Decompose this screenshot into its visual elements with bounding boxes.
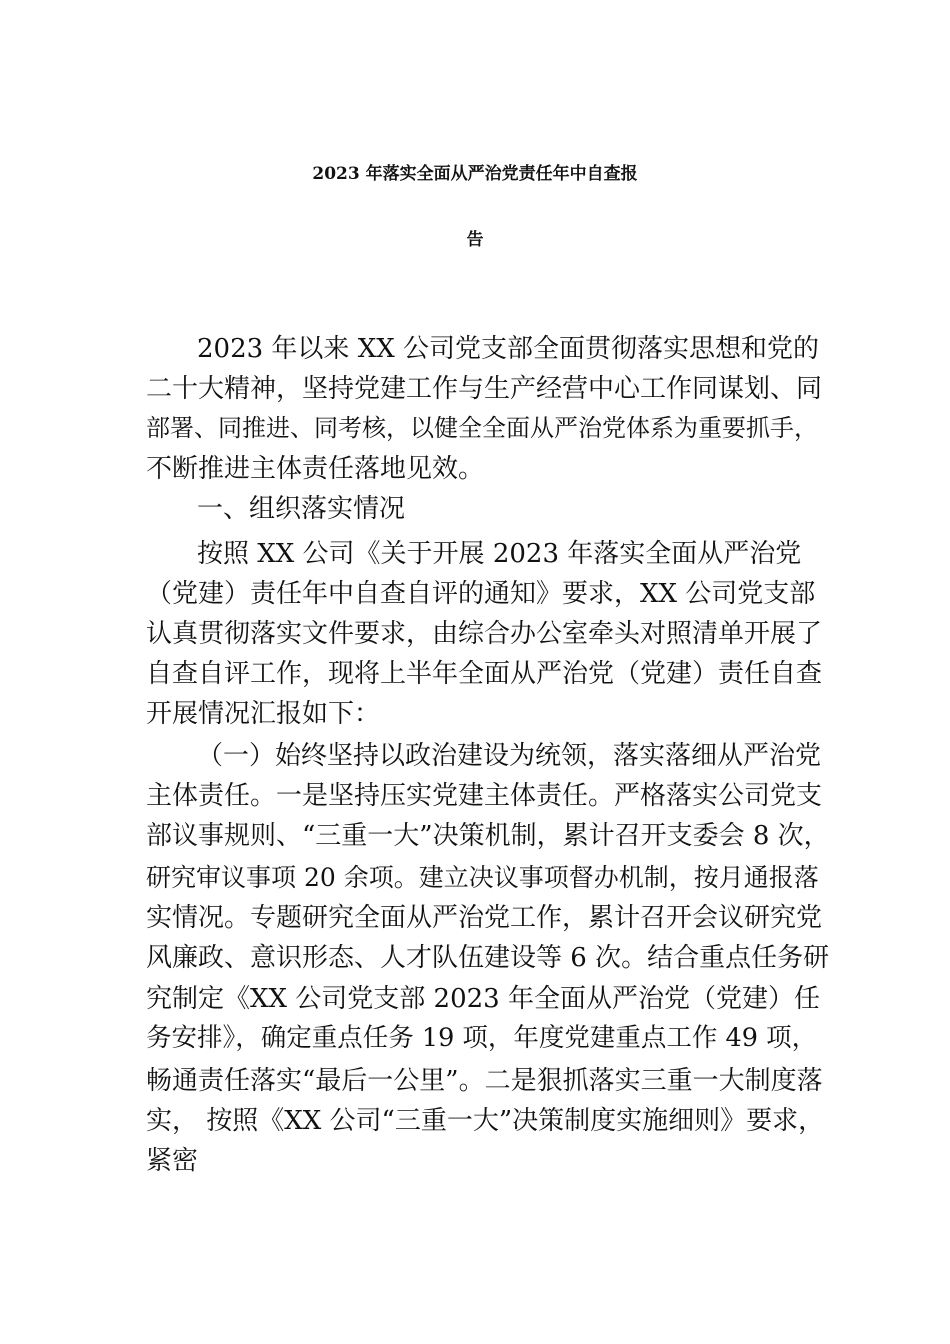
body-line: 部署、同推进、同考核，以健全全面从严治党体系为重要抓手， [146, 414, 818, 442]
body-line: 部议事规则、“三重一大”决策机制，累计召开支委会 8 次， [146, 821, 830, 851]
body-line: 自查自评工作，现将上半年全面从严治党（党建）责任自查 [146, 659, 823, 689]
document-title-line-1: 2023 年落实全面从严治党责任年中自查报 [312, 164, 638, 184]
body-line: 二十大精神，坚持党建工作与生产经营中心工作同谋划、同 [146, 374, 823, 404]
body-line: 实， 按照《XX 公司“三重一大”决策制度实施细则》要求， [146, 1106, 825, 1136]
body-line: 2023 年以来 XX 公司党支部全面贯彻落实思想和党的 [197, 334, 819, 364]
body-line: 主体责任。一是坚持压实党建主体责任。严格落实公司党支 [146, 781, 823, 811]
body-line: 开展情况汇报如下： [146, 699, 381, 729]
body-line: 畅通责任落实“最后一公里”。二是狠抓落实三重一大制度落 [146, 1066, 823, 1096]
body-line: 不断推进主体责任落地见效。 [146, 454, 485, 484]
body-line: 研究审议事项 20 余项。建立决议事项督办机制，按月通报落 [146, 863, 819, 892]
body-line: 实情况。专题研究全面从严治党工作，累计召开会议研究党 [146, 903, 823, 933]
subsection-line: （一）始终坚持以政治建设为统领，落实落细从严治党 [197, 741, 822, 771]
section-heading: 一、组织落实情况 [197, 494, 406, 524]
body-line: 究制定《XX 公司党支部 2023 年全面从严治党（党建）任 [146, 984, 820, 1014]
body-line: 认真贯彻落实文件要求，由综合办公室牵头对照清单开展了 [146, 619, 823, 649]
body-line: 风廉政、意识形态、人才队伍建设等 6 次。结合重点任务研 [146, 943, 830, 973]
document-title-line-2: 告 [466, 230, 484, 250]
body-line: 按照 XX 公司《关于开展 2023 年落实全面从严治党 [197, 539, 802, 569]
body-line: 务安排》，确定重点任务 19 项，年度党建重点工作 49 项， [146, 1023, 818, 1053]
body-line: 紧密 [146, 1146, 199, 1176]
body-line: （党建）责任年中自查自评的通知》要求，XX 公司党支部 [146, 579, 816, 609]
